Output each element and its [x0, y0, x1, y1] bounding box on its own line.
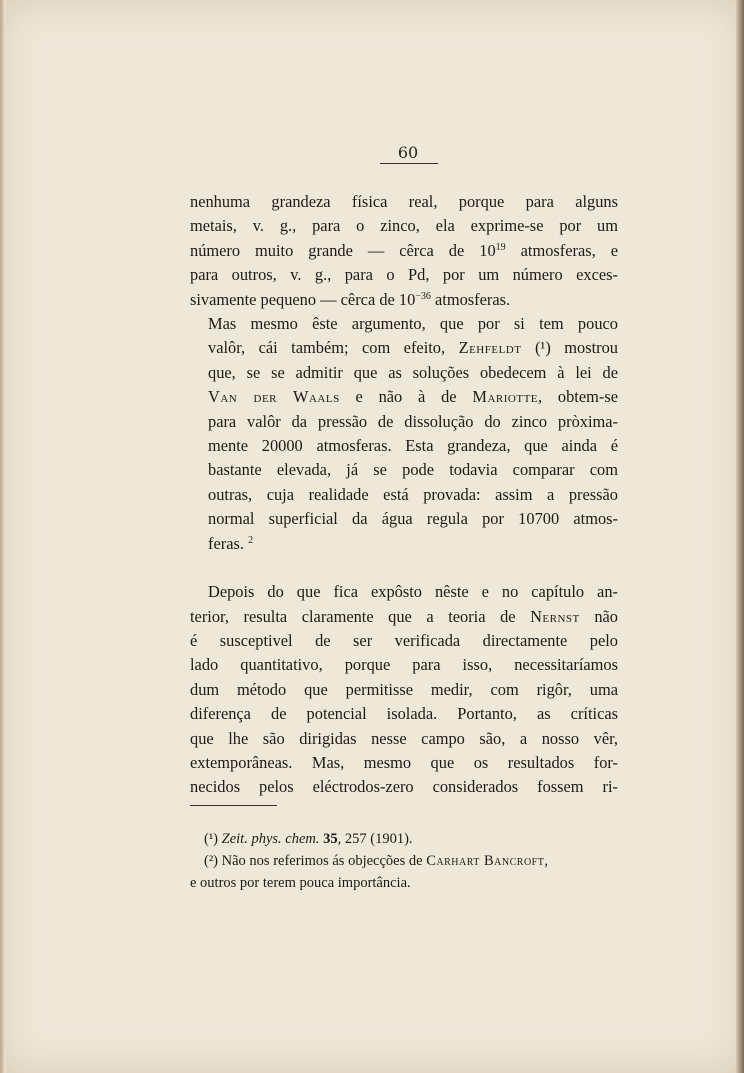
- text-line: para valôr da pressão de dissolução do zinco pròxima-: [208, 411, 618, 431]
- page-number-rule: [380, 163, 438, 164]
- text-span: valôr, cái também; com efeito,: [208, 338, 459, 358]
- text-span: número muito grande — cêrca de 10: [190, 240, 496, 260]
- text-line: necidos pelos eléctrodos-zero considerados fossem ri-: [190, 777, 618, 797]
- page-right-edge: [736, 0, 744, 1073]
- page-number: 60: [397, 143, 419, 162]
- text-line: mente 20000 atmosferas. Esta grandeza, que ainda é: [208, 436, 618, 456]
- text-line: extemporâneas. Mas, mesmo que os resultados for-: [190, 752, 618, 772]
- text-line: que, se se admitir que as soluções obedecem à lei de: [208, 362, 618, 382]
- text-line: lado quantitativo, porque para isso, necessitaríamos: [190, 655, 618, 675]
- footnote-ref: 2: [248, 534, 254, 546]
- body-text: [190, 190, 618, 800]
- text-line: [190, 605, 618, 629]
- text-line: dum método que permitisse medir, com rigôr, uma: [190, 679, 618, 699]
- author-name: Mariotte: [472, 387, 539, 407]
- text-line: Depois do que fica expôsto nêste e no capítulo an-: [208, 582, 618, 602]
- paragraph-1: [190, 190, 618, 312]
- author-name: Van der Waals: [208, 387, 340, 407]
- text-span: Não nos referimos ás objecções de: [221, 853, 427, 869]
- text-line: outras, cuja realidade está provada: assim a pressão: [208, 484, 618, 504]
- text-line: [190, 336, 618, 360]
- text-line: [190, 239, 618, 263]
- text-line: que lhe são dirigidas nesse campo são, a nosso vêr,: [190, 728, 618, 748]
- footnote-rule: [190, 805, 277, 806]
- page-left-edge: [0, 0, 6, 1073]
- text-line: [190, 532, 618, 556]
- text-span: e não à de: [339, 387, 473, 407]
- paragraph-2: [190, 312, 618, 556]
- text-line: metais, v. g., para o zinco, ela exprime-se por um: [190, 216, 618, 236]
- exponent: −36: [415, 290, 431, 302]
- text-line: diferença de potencial isolada. Portanto, as críticas: [190, 704, 618, 724]
- exponent: 19: [495, 241, 506, 253]
- author-name: Zehfeldt: [458, 338, 522, 358]
- text-span: feras.: [208, 533, 244, 553]
- text-line: [190, 288, 618, 312]
- footnote-mark: (¹): [204, 831, 219, 847]
- footnote-2-continued: e outros por terem pouca importância.: [190, 875, 411, 891]
- text-span: mostrou: [550, 338, 618, 358]
- volume-number: 35: [323, 831, 338, 847]
- text-line: bastante elevada, já se pode todavia comparar com: [208, 460, 618, 480]
- text-span: sivamente pequeno — cêrca de 10: [190, 289, 416, 309]
- paragraph-3: [190, 580, 618, 800]
- text-line: [190, 385, 618, 409]
- author-name: Carhart Bancroft: [426, 853, 545, 869]
- text-line: Mas mesmo êste argumento, que por si tem pouco: [208, 314, 618, 334]
- text-line: normal superficial da água regula por 10700 atmos-: [208, 509, 618, 529]
- footnote-ref: (¹): [521, 338, 551, 358]
- paragraph-gap: [190, 556, 618, 580]
- text-span: atmosferas.: [430, 289, 511, 309]
- text-span: terior, resulta claramente que a teoria de: [190, 606, 531, 626]
- footnote-1: [190, 828, 618, 850]
- text-line: é susceptivel de ser verificada directamente pelo: [190, 630, 618, 650]
- text-line: nenhuma grandeza física real, porque para alguns: [190, 192, 618, 211]
- author-name: Nernst: [530, 606, 580, 626]
- journal-title: Zeit. phys. chem.: [221, 831, 320, 847]
- footnote-mark: (²): [204, 853, 219, 869]
- text-line: para outros, v. g., para o Pd, por um número exces-: [190, 265, 618, 285]
- citation-rest: , 257 (1901).: [337, 831, 413, 847]
- text-span: atmosferas, e: [505, 240, 618, 260]
- footnote-2: [190, 850, 618, 872]
- text-span: não: [579, 606, 618, 626]
- text-span: ,: [544, 853, 548, 869]
- text-span: , obtem-se: [538, 387, 618, 407]
- footnotes: [190, 828, 618, 894]
